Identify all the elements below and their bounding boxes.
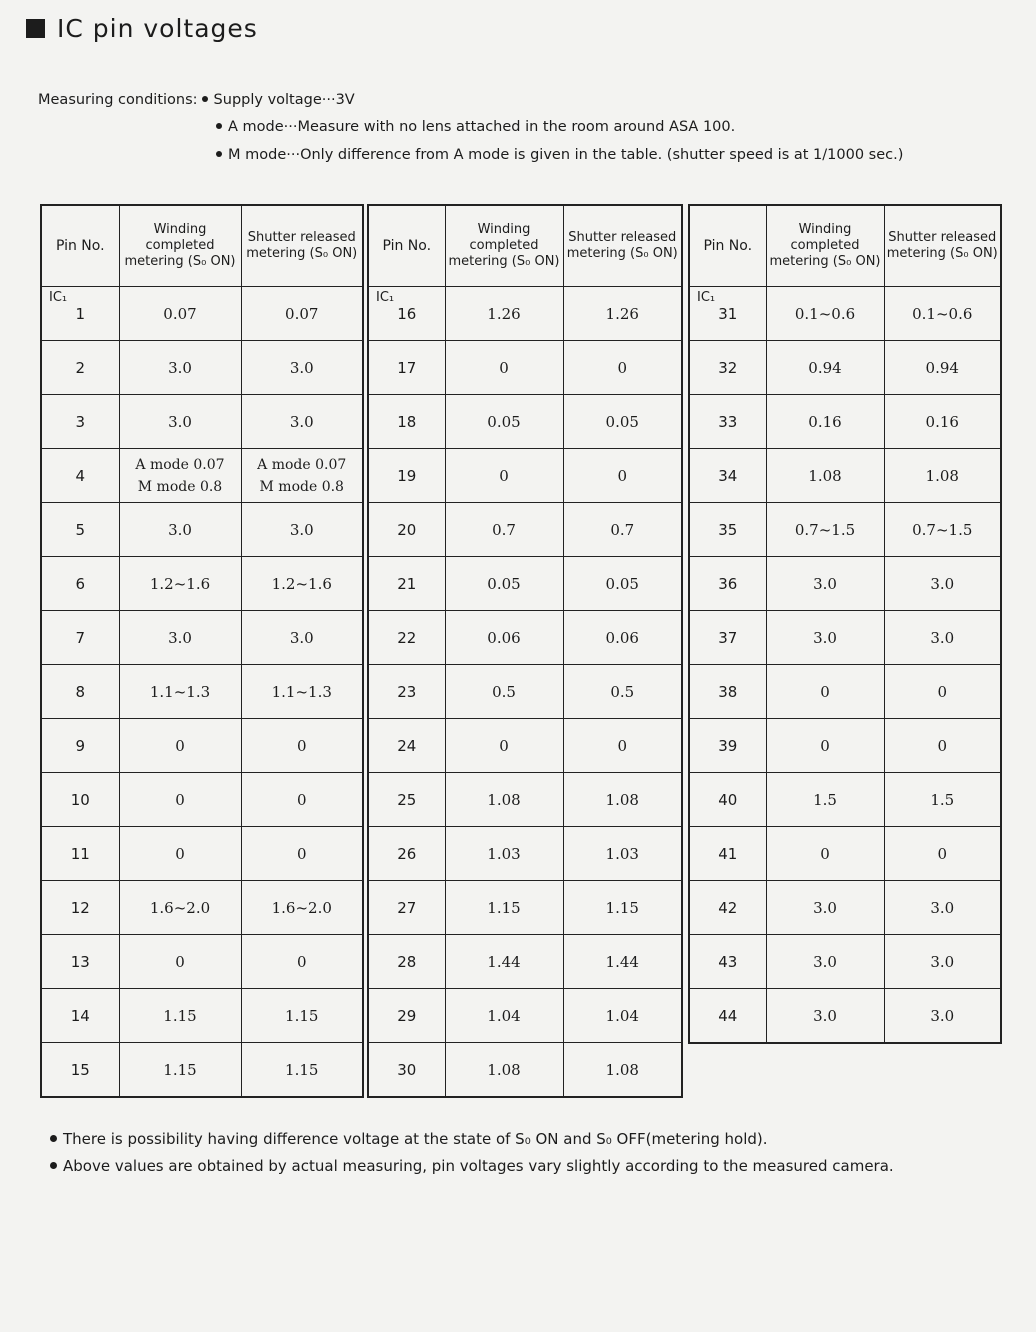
pin-number-cell: 42 [689, 881, 766, 935]
shutter-value-cell: 0 [884, 827, 1001, 881]
table-row [368, 935, 682, 989]
winding-value-cell: 0 [119, 773, 241, 827]
shutter-value-cell: 0 [241, 773, 363, 827]
column-header-shutter: Shutter released metering (S₀ ON) [241, 205, 363, 287]
winding-value-cell: 1.5 [766, 773, 884, 827]
note-2 [50, 1157, 894, 1175]
table-header-row [689, 205, 1001, 287]
table-row [689, 881, 1001, 935]
condition-item: M mode···Only difference from A mode is given in the table. (shutter speed is at 1/1000 sec.) [228, 147, 904, 163]
pin-number-cell: 35 [689, 503, 766, 557]
winding-value-cell: 0 [766, 665, 884, 719]
column-header-shutter: Shutter released metering (S₀ ON) [563, 205, 682, 287]
table-row [41, 1043, 363, 1098]
winding-value-cell: 0.05 [445, 557, 563, 611]
winding-value-cell: 1.08 [766, 449, 884, 503]
shutter-value-cell: 0.06 [563, 611, 682, 665]
winding-value-cell: 3.0 [119, 503, 241, 557]
ic-label: IC₁ [49, 290, 68, 305]
table-row [368, 773, 682, 827]
shutter-value-cell: 0.5 [563, 665, 682, 719]
title-square-icon [26, 19, 45, 38]
condition-item: Supply voltage···3V [213, 92, 355, 108]
pin-number-cell: 44 [689, 989, 766, 1044]
table-row [689, 503, 1001, 557]
winding-value-cell: 0.05 [445, 395, 563, 449]
shutter-value-cell: 0.07 [241, 287, 363, 341]
winding-value-cell: 0.94 [766, 341, 884, 395]
shutter-value-cell: 0.05 [563, 557, 682, 611]
pin-number-cell: 26 [368, 827, 445, 881]
conditions-line-1 [38, 92, 355, 108]
winding-value-cell: 0.7 [445, 503, 563, 557]
table-row [689, 557, 1001, 611]
shutter-value-cell: 1.08 [884, 449, 1001, 503]
winding-value-cell: 0.1~0.6 [766, 287, 884, 341]
winding-value-cell: 1.04 [445, 989, 563, 1043]
table-row [368, 719, 682, 773]
winding-value-cell: 1.15 [119, 1043, 241, 1098]
winding-value-cell: 1.6~2.0 [119, 881, 241, 935]
pin-number-cell: 33 [689, 395, 766, 449]
winding-value-cell: 0 [445, 449, 563, 503]
table-row [368, 611, 682, 665]
shutter-value-cell: 1.26 [563, 287, 682, 341]
pin-number-cell: 4 [41, 449, 119, 503]
pin-number-cell: 9 [41, 719, 119, 773]
shutter-value-cell: 0 [241, 719, 363, 773]
table-row [41, 611, 363, 665]
table-row [368, 989, 682, 1043]
mode-value-line: A mode 0.07 [257, 456, 347, 473]
shutter-value-cell: 1.03 [563, 827, 682, 881]
pin-number-cell: 19 [368, 449, 445, 503]
winding-value-cell: 0 [445, 341, 563, 395]
shutter-value-cell: 0.1~0.6 [884, 287, 1001, 341]
column-header-winding: Winding completed metering (S₀ ON) [766, 205, 884, 287]
shutter-value-cell: 1.08 [563, 1043, 682, 1098]
winding-value-cell: 1.26 [445, 287, 563, 341]
shutter-value-cell: 0 [241, 935, 363, 989]
conditions-line-2 [212, 119, 735, 135]
shutter-value-cell: 3.0 [884, 557, 1001, 611]
shutter-value-cell: 0.94 [884, 341, 1001, 395]
conditions-label: Measuring conditions: [38, 92, 198, 108]
pin-number-cell: 43 [689, 935, 766, 989]
pin-number-cell: 41 [689, 827, 766, 881]
table-row [41, 665, 363, 719]
shutter-value-cell: 1.15 [241, 1043, 363, 1098]
pin-number-cell: 25 [368, 773, 445, 827]
table-row [689, 287, 1001, 341]
pin-number-cell: 27 [368, 881, 445, 935]
table-row [689, 665, 1001, 719]
bullet-icon [50, 1162, 57, 1169]
pin-number-cell: 23 [368, 665, 445, 719]
table-row [41, 557, 363, 611]
winding-value-cell: 0 [119, 719, 241, 773]
winding-value-cell: 3.0 [766, 935, 884, 989]
pin-number-cell: 21 [368, 557, 445, 611]
winding-value-cell: 3.0 [766, 989, 884, 1044]
winding-value-cell: 0 [766, 827, 884, 881]
table-row [41, 503, 363, 557]
column-header-shutter: Shutter released metering (S₀ ON) [884, 205, 1001, 287]
mode-value-line: M mode 0.8 [259, 478, 344, 495]
column-header-winding: Winding completed metering (S₀ ON) [119, 205, 241, 287]
table-row [689, 989, 1001, 1044]
table-row [368, 557, 682, 611]
pin-number-cell: IC₁ 1 [41, 287, 119, 341]
winding-value-cell: 1.44 [445, 935, 563, 989]
table-row [368, 449, 682, 503]
table-row [41, 935, 363, 989]
pin-number-cell: 11 [41, 827, 119, 881]
winding-value-cell: 3.0 [119, 341, 241, 395]
shutter-value-cell: 1.1~1.3 [241, 665, 363, 719]
table-row [689, 773, 1001, 827]
page-title-block [26, 14, 258, 43]
shutter-value-cell: 1.6~2.0 [241, 881, 363, 935]
table-header-row [41, 205, 363, 287]
pin-number-cell: 6 [41, 557, 119, 611]
shutter-value-cell: 0 [884, 719, 1001, 773]
table-row [41, 395, 363, 449]
winding-value-cell: 1.15 [445, 881, 563, 935]
winding-value-cell: 1.1~1.3 [119, 665, 241, 719]
table-row [368, 881, 682, 935]
table-row [41, 287, 363, 341]
shutter-value-cell: 1.2~1.6 [241, 557, 363, 611]
pin-number-cell: 5 [41, 503, 119, 557]
winding-value-cell: 1.08 [445, 773, 563, 827]
page-title: IC pin voltages [57, 14, 258, 43]
shutter-value-cell: 3.0 [884, 611, 1001, 665]
shutter-value-cell: 3.0 [884, 935, 1001, 989]
shutter-value-cell: 1.08 [563, 773, 682, 827]
winding-value-cell: 0.7~1.5 [766, 503, 884, 557]
ic-label: IC₁ [376, 290, 395, 305]
pin-number-cell: 2 [41, 341, 119, 395]
table-row [41, 989, 363, 1043]
condition-item: A mode···Measure with no lens attached in the room around ASA 100. [228, 119, 736, 135]
pin-number-cell: 8 [41, 665, 119, 719]
winding-value-cell: 1.15 [119, 989, 241, 1043]
mode-value-line: A mode 0.07 [135, 456, 225, 473]
bullet-icon [202, 96, 208, 102]
pin-number-cell: 38 [689, 665, 766, 719]
shutter-value-cell: 0 [884, 665, 1001, 719]
winding-value-cell: 1.08 [445, 1043, 563, 1098]
note-text: There is possibility having difference voltage at the state of S₀ ON and S₀ OFF(metering hold). [63, 1130, 768, 1148]
table-row [368, 827, 682, 881]
column-header-pin-no: Pin No. [689, 205, 766, 287]
pin-number-cell: 22 [368, 611, 445, 665]
shutter-value-cell [241, 449, 363, 503]
shutter-value-cell: 3.0 [884, 989, 1001, 1044]
pin-number-cell: 7 [41, 611, 119, 665]
column-header-winding: Winding completed metering (S₀ ON) [445, 205, 563, 287]
pin-voltage-table-3 [688, 204, 1002, 1044]
shutter-value-cell: 3.0 [884, 881, 1001, 935]
mode-value-line: M mode 0.8 [137, 478, 223, 495]
column-header-pin-no: Pin No. [41, 205, 119, 287]
shutter-value-cell: 3.0 [241, 503, 363, 557]
bullet-icon [50, 1135, 57, 1142]
table-row [368, 287, 682, 341]
bullet-icon [216, 151, 222, 157]
pin-number-cell: 17 [368, 341, 445, 395]
table-row [41, 827, 363, 881]
table-row [368, 341, 682, 395]
note-1 [50, 1130, 768, 1148]
table-row [41, 341, 363, 395]
pin-number-cell: 14 [41, 989, 119, 1043]
pin-number-cell: 36 [689, 557, 766, 611]
winding-value-cell: 0 [445, 719, 563, 773]
winding-value-cell: 3.0 [766, 557, 884, 611]
table-row [368, 503, 682, 557]
table-row [368, 395, 682, 449]
table-row [689, 719, 1001, 773]
pin-number-cell: 10 [41, 773, 119, 827]
pin-number-cell: 24 [368, 719, 445, 773]
shutter-value-cell: 0 [563, 449, 682, 503]
pin-number-cell: 30 [368, 1043, 445, 1098]
pin-number-cell: 28 [368, 935, 445, 989]
shutter-value-cell: 3.0 [241, 341, 363, 395]
winding-value-cell [119, 449, 241, 503]
shutter-value-cell: 1.15 [563, 881, 682, 935]
ic-label: IC₁ [697, 290, 716, 305]
winding-value-cell: 0.07 [119, 287, 241, 341]
winding-value-cell: 0.16 [766, 395, 884, 449]
shutter-value-cell: 1.04 [563, 989, 682, 1043]
winding-value-cell: 0 [119, 827, 241, 881]
shutter-value-cell: 0.16 [884, 395, 1001, 449]
shutter-value-cell: 0 [563, 341, 682, 395]
winding-value-cell: 3.0 [119, 611, 241, 665]
table-row [689, 341, 1001, 395]
winding-value-cell: 3.0 [119, 395, 241, 449]
table-header-row [368, 205, 682, 287]
pin-number-cell: 13 [41, 935, 119, 989]
pin-number-cell: 12 [41, 881, 119, 935]
shutter-value-cell: 0 [563, 719, 682, 773]
pin-number-cell: 15 [41, 1043, 119, 1098]
table-row [368, 1043, 682, 1098]
table-row [689, 827, 1001, 881]
shutter-value-cell: 1.5 [884, 773, 1001, 827]
note-text: Above values are obtained by actual measuring, pin voltages vary slightly according to the measured camera. [63, 1157, 894, 1175]
winding-value-cell: 3.0 [766, 611, 884, 665]
column-header-pin-no: Pin No. [368, 205, 445, 287]
table-row [41, 773, 363, 827]
table-row [41, 449, 363, 503]
bullet-icon [216, 123, 222, 129]
winding-value-cell: 0 [119, 935, 241, 989]
pin-voltage-table-2 [367, 204, 683, 1098]
winding-value-cell: 0.06 [445, 611, 563, 665]
pin-number-cell: 32 [689, 341, 766, 395]
winding-value-cell: 3.0 [766, 881, 884, 935]
table-row [689, 935, 1001, 989]
winding-value-cell: 0 [766, 719, 884, 773]
pin-number-cell: 40 [689, 773, 766, 827]
winding-value-cell: 1.03 [445, 827, 563, 881]
pin-voltage-table-1 [40, 204, 364, 1098]
pin-number-cell: 29 [368, 989, 445, 1043]
table-row [368, 665, 682, 719]
winding-value-cell: 1.2~1.6 [119, 557, 241, 611]
table-row [689, 395, 1001, 449]
winding-value-cell: 0.5 [445, 665, 563, 719]
pin-number-cell: IC₁ 31 [689, 287, 766, 341]
pin-number-cell: 18 [368, 395, 445, 449]
pin-number-cell: 3 [41, 395, 119, 449]
shutter-value-cell: 1.44 [563, 935, 682, 989]
table-row [689, 449, 1001, 503]
pin-number-cell: 39 [689, 719, 766, 773]
pin-number-cell: 34 [689, 449, 766, 503]
shutter-value-cell: 0.05 [563, 395, 682, 449]
shutter-value-cell: 0.7 [563, 503, 682, 557]
table-row [41, 881, 363, 935]
shutter-value-cell: 0 [241, 827, 363, 881]
shutter-value-cell: 1.15 [241, 989, 363, 1043]
pin-number-cell: 20 [368, 503, 445, 557]
shutter-value-cell: 0.7~1.5 [884, 503, 1001, 557]
table-row [689, 611, 1001, 665]
pin-number-cell: 37 [689, 611, 766, 665]
shutter-value-cell: 3.0 [241, 611, 363, 665]
table-row [41, 719, 363, 773]
shutter-value-cell: 3.0 [241, 395, 363, 449]
pin-number-cell: IC₁ 16 [368, 287, 445, 341]
conditions-line-3 [212, 147, 903, 163]
